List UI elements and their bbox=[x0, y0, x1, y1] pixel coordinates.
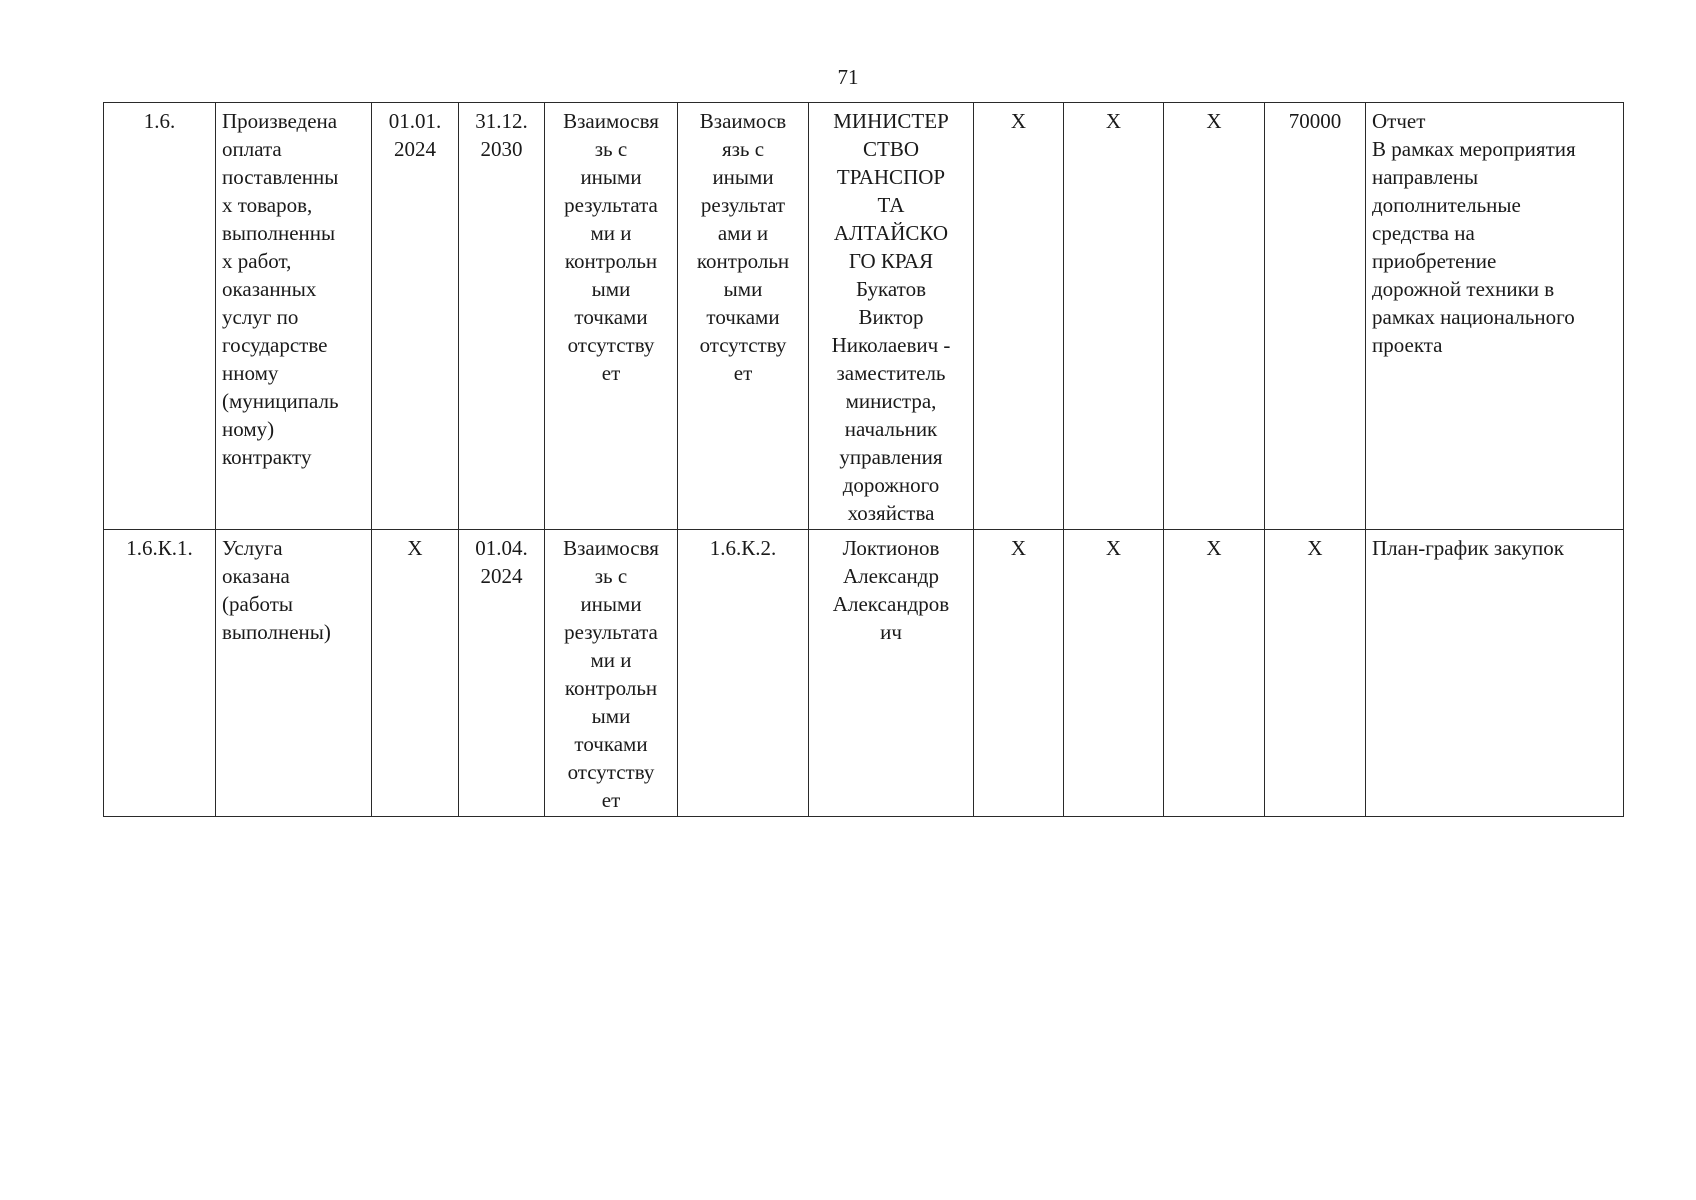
control-points-table bbox=[103, 102, 1624, 817]
start-date: 01.01. 2024 bbox=[372, 103, 459, 530]
cell-col8: X bbox=[974, 103, 1064, 530]
cell-col10: X bbox=[1164, 530, 1265, 817]
end-date: 31.12. 2030 bbox=[459, 103, 545, 530]
result-name: Услуга оказана (работы выполнены) bbox=[216, 530, 372, 817]
cell-col11: 70000 bbox=[1265, 103, 1366, 530]
cell-col11: X bbox=[1265, 530, 1366, 817]
cell-col9: X bbox=[1064, 103, 1164, 530]
start-date: X bbox=[372, 530, 459, 817]
page-number: 71 bbox=[837, 65, 859, 89]
row-number: 1.6. bbox=[104, 103, 216, 530]
previous-link: Взаимосвя зь с иными результата ми и контрольн ыми точками отсутству ет bbox=[545, 530, 678, 817]
table-row bbox=[104, 530, 1624, 817]
result-name: Произведена оплата поставленны х товаров, выполненны х работ, оказанных услуг по государстве нному (муниципаль ному) контракту bbox=[216, 103, 372, 530]
document-type: Отчет В рамках мероприятия направлены дополнительные средства на приобретение дорожной техники в рамках национального проекта bbox=[1366, 103, 1624, 530]
next-link: 1.6.К.2. bbox=[678, 530, 809, 817]
responsible-person: МИНИСТЕР СТВО ТРАНСПОР ТА АЛТАЙСКО ГО КРАЯ Букатов Виктор Николаевич - заместитель министра, начальник управления дорожного хозяйства bbox=[809, 103, 974, 530]
row-number: 1.6.К.1. bbox=[104, 530, 216, 817]
end-date: 01.04. 2024 bbox=[459, 530, 545, 817]
cell-col8: X bbox=[974, 530, 1064, 817]
cell-col10: X bbox=[1164, 103, 1265, 530]
table-row bbox=[104, 103, 1624, 530]
responsible-person: Локтионов Александр Александров ич bbox=[809, 530, 974, 817]
document-type: План-график закупок bbox=[1366, 530, 1624, 817]
previous-link: Взаимосвя зь с иными результата ми и контрольн ыми точками отсутству ет bbox=[545, 103, 678, 530]
cell-col9: X bbox=[1064, 530, 1164, 817]
next-link: Взаимосв язь с иными результат ами и контрольн ыми точками отсутству ет bbox=[678, 103, 809, 530]
